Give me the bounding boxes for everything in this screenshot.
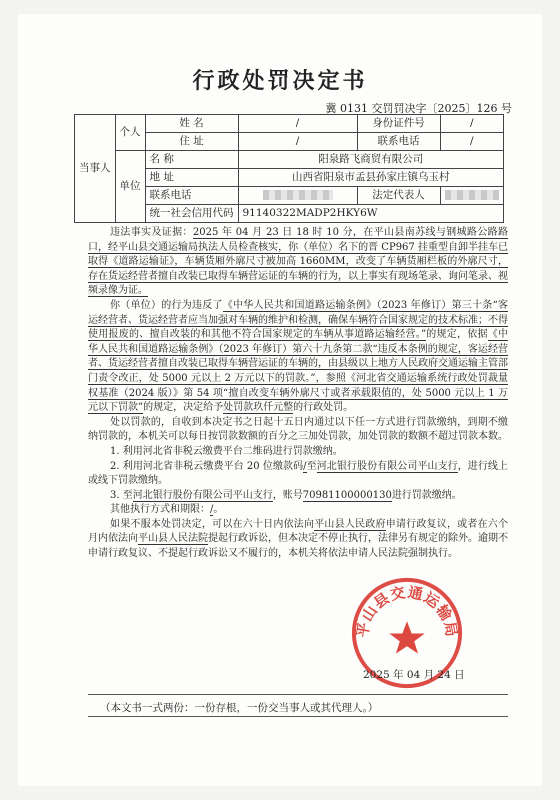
person-label: 个人 <box>115 115 145 151</box>
violation-facts-lead: 违法事实及证据： <box>110 227 193 238</box>
appeal-paragraph <box>88 518 508 562</box>
other-execution-paragraph <box>88 503 508 518</box>
payment-method-3-a: 3. 至 <box>110 489 133 501</box>
copy-note: （本文书一式两份：一份存根，一份交当事人或其代理人。） <box>100 702 379 714</box>
person-address-label: 住 址 <box>145 133 238 151</box>
party-info-table <box>74 114 504 223</box>
document-page <box>18 14 542 786</box>
person-phone-value: / <box>440 133 504 151</box>
unit-credit-value: 91140322MADP2HKY6W <box>238 205 504 223</box>
footer-divider-top <box>88 694 508 695</box>
payment-method-3-b: ，账号 <box>272 489 303 501</box>
unit-phone-value-redacted <box>238 187 357 205</box>
appeal-a: 如果不服本处罚决定，可以在六十日内依法向 <box>110 518 315 530</box>
bank-account-number: 70981100000130 <box>302 489 392 501</box>
person-name-label: 姓 名 <box>145 115 238 133</box>
person-id-label: 身份证件号 <box>357 115 440 133</box>
review-authority: 平山县人民政府 <box>314 518 386 530</box>
legal-basis-paragraph <box>88 299 508 416</box>
unit-phone-label: 联系电话 <box>145 187 238 205</box>
penalty-outro: 的行政处罚。 <box>293 402 354 414</box>
violation-facts-paragraph <box>88 226 508 299</box>
penalty-intro: 的规定，决定给予 <box>143 402 224 414</box>
law-article-30: 《中华人民共和国道路运输条例》（2023 年修订）第三十条“客运经营者、货运经营者应当加强对车辆的维护和检测，确保车辆符合国家规定的技术标准；不得使用报废的、擅自改装的和其他不符合国家规定的车辆从事道路运输经营。” <box>88 299 508 341</box>
unit-name-label: 名 称 <box>145 151 238 169</box>
decision-body <box>88 226 508 562</box>
unit-address-value: 山西省阳泉市孟县孙家庄镇乌玉村 <box>238 169 504 187</box>
party-group-label: 当事人 <box>75 115 116 223</box>
payment-deadline-paragraph: 处以罚款的，自收到本决定书之日起十五日内通过以下任一方式进行罚款缴纳，到期不缴纳罚款的，本机关可以每日按罚款数额的百分之三加处罚款，加处罚款的数额不超过罚款本数。 <box>88 416 508 443</box>
appeal-b: 申请行政复议，或者在六个月内依法向 <box>88 518 509 545</box>
violation-facts-text: 2025 年 04 月 23 日 18 时 10 分，在平山县南苏线与钢城路公路路口，经平山县交通运输局执法人员检查核实，你（单位）名下的晋 CP967 挂重型自卸半挂车已取得《道路运输证》，车辆货厢外廓尺寸被加高 1660MM，改变了车辆货厢栏板的外廓尺寸，存在货运经营者擅自改装已取得车辆营运证的车辆的行为，以上事实有现场笔录、询问笔录、视频录像为证。 <box>88 227 508 297</box>
person-id-value: / <box>440 115 504 133</box>
decision-date: 2025 年 04 月 24 日 <box>363 669 465 681</box>
penalty-amount: 处罚款玖仟元整 <box>223 402 294 414</box>
payment-method-3 <box>88 489 508 504</box>
payment-method-2-c: ，进行线上或线下罚款缴纳。 <box>88 460 509 487</box>
footer-divider-bottom <box>88 716 508 717</box>
person-phone-label: 联系电话 <box>357 133 440 151</box>
legal-basis-connector: 的规定，依据 <box>426 329 488 341</box>
payment-bank-name-2: 河北银行股份有限公司平山支行 <box>132 489 273 501</box>
payment-method-2-a: 2. 利用河北省非税云缴费平台 20 位缴款码 <box>110 460 304 472</box>
other-execution-label: 其他执行方式和期限： <box>110 504 210 516</box>
payment-method-2 <box>88 460 508 489</box>
payment-code-value: / <box>303 460 307 472</box>
unit-rep-value-redacted <box>440 187 504 205</box>
person-name-value: / <box>238 115 357 133</box>
other-execution-value: / <box>210 504 214 516</box>
law-article-69: 《中华人民共和国道路运输条例》（2023 年修订）第六十九条第二款“违反本条例的规定，客运经营者、货运经营者擅自改装已取得车辆营运证的车辆的，由县级以上地方人民政府交通运输主管部门责令改正，处 5000 元以上 2 万元以下的罚款。”，参照《河北省交通运输系统行政处罚裁量权基准（2024 版）》第 54 项“擅自改变车辆外廓尺寸或者承载限值的，处 5000 元以上 1 万元以下罚款” <box>88 329 508 414</box>
seal-text: 平山县交通运输局 <box>354 584 460 639</box>
other-execution-end: 。 <box>213 504 224 516</box>
document-title: 行政处罚决定书 <box>192 68 368 94</box>
unit-rep-label: 法定代表人 <box>357 187 440 205</box>
legal-basis-intro: 你（单位）的行为违反了 <box>110 299 223 311</box>
person-address-value: / <box>238 133 357 151</box>
unit-label: 单位 <box>115 151 145 223</box>
unit-name-value: 阳泉路飞商贸有限公司 <box>238 151 504 169</box>
payment-bank-name: 河北银行股份有限公司平山支行 <box>316 460 458 472</box>
appeal-c: 提起行政诉讼，但本决定不停止执行，法律另有规定的除外。逾期不申请行政复议、不提起行政诉讼又不履行的，本机关将依法申请人民法院强制执行。 <box>88 533 508 560</box>
payment-method-1: 1. 利用河北省非税云缴费平台二维码进行罚款缴纳。 <box>110 445 343 457</box>
payment-method-2-b: 至 <box>306 460 317 472</box>
unit-credit-label: 统一社会信用代码 <box>145 205 238 223</box>
litigation-court: 平山县人民法院 <box>138 533 208 545</box>
unit-address-label: 地 址 <box>145 169 238 187</box>
document-number: 冀 0131 交罚罚决字〔2025〕126 号 <box>325 102 512 115</box>
payment-method-3-c: 进行罚款缴纳。 <box>391 489 462 501</box>
